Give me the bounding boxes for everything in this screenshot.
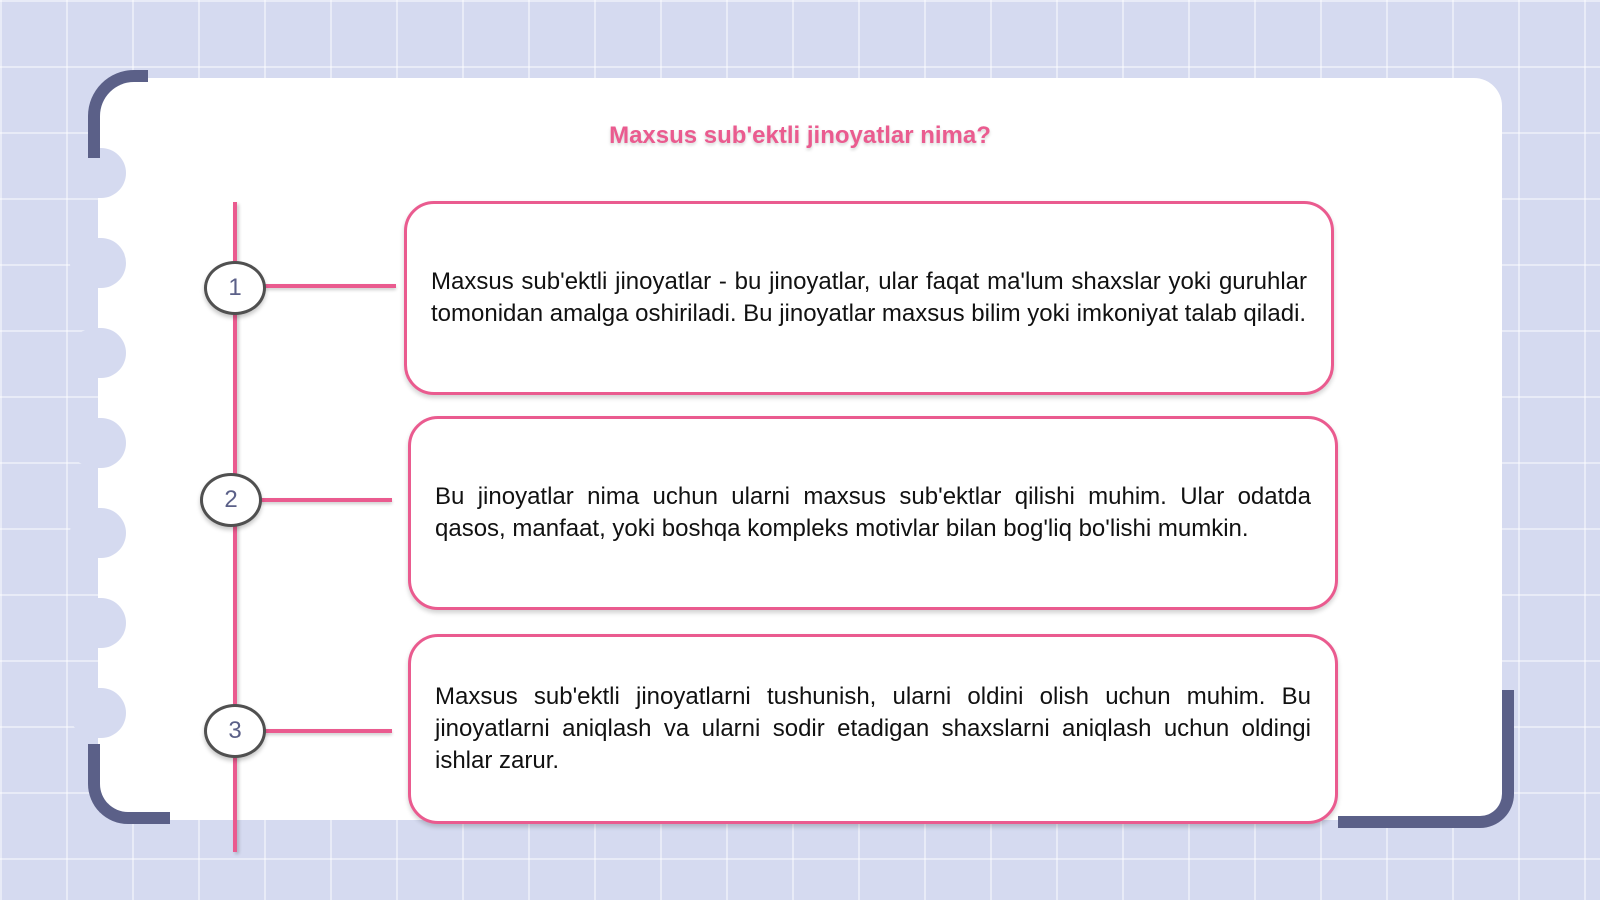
step-description: Bu jinoyatlar nima uchun ularni maxsus sub'ektlar qilishi muhim. Ular odatda qasos, manfaat, yoki boshqa kompleks motivlar bilan bog'liq bo'lishi mumkin.	[435, 483, 1311, 542]
timeline-connector	[260, 498, 392, 502]
timeline-connector	[264, 284, 396, 288]
corner-bracket-bottom-left	[88, 744, 170, 824]
slide-title: Maxsus sub'ektli jinoyatlar nima?	[609, 122, 991, 149]
timeline-connector	[264, 729, 392, 733]
step-card	[408, 416, 1338, 610]
step-description: Maxsus sub'ektli jinoyatlarni tushunish, ularni oldini olish uchun muhim. Bu jinoyatlarni aniqlash va ularni sodir etadigan shaxslarni aniqlash uchun oldingi ishlar zarur.	[435, 683, 1311, 774]
step-number-badge: 3	[204, 704, 266, 758]
step-card	[404, 201, 1334, 395]
corner-bracket-bottom-right	[1338, 690, 1514, 828]
notebook-hole	[70, 688, 126, 738]
step-number-badge: 1	[204, 261, 266, 315]
notebook-hole	[70, 508, 126, 558]
step-number-badge: 2	[200, 473, 262, 527]
step-description: Maxsus sub'ektli jinoyatlar - bu jinoyatlar, ular faqat ma'lum shaxslar yoki guruhlar tomonidan amalga oshiriladi. Bu jinoyatlar maxsus bilim yoki imkoniyat talab qiladi.	[431, 268, 1307, 327]
notebook-hole	[70, 328, 126, 378]
notebook-hole	[70, 418, 126, 468]
step-card	[408, 634, 1338, 824]
notebook-hole	[70, 238, 126, 288]
notebook-hole	[70, 598, 126, 648]
